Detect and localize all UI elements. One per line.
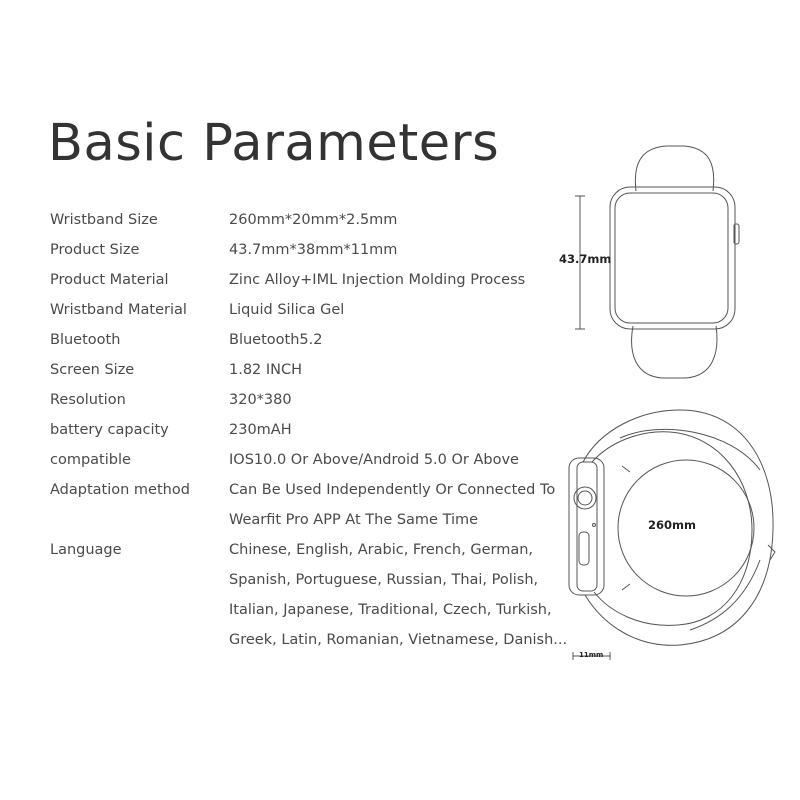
param-value-line: Zinc Alloy+IML Injection Molding Process <box>229 272 526 288</box>
bottom-strap <box>632 326 717 378</box>
param-value-line: Can Be Used Independently Or Connected To <box>229 482 556 498</box>
watch-side-case <box>569 458 604 595</box>
param-label: Product Material <box>50 272 169 288</box>
param-label: Adaptation method <box>50 482 190 498</box>
param-label: Resolution <box>50 392 126 408</box>
page-title: Basic Parameters <box>48 114 500 173</box>
param-value-line: Greek, Latin, Romanian, Vietnamese, Danish... <box>229 632 568 648</box>
watch-screen <box>615 193 728 323</box>
thickness-dimension-label: 11mm <box>579 651 604 659</box>
param-value-line: Liquid Silica Gel <box>229 302 345 318</box>
param-value-line: 230mAH <box>229 422 292 438</box>
watch-side-view <box>569 410 775 660</box>
param-value-line: Bluetooth5.2 <box>229 332 323 348</box>
param-value-line: Spanish, Portuguese, Russian, Thai, Polish, <box>229 572 539 588</box>
param-value-line: 320*380 <box>229 392 292 408</box>
param-value-line: 1.82 INCH <box>229 362 303 378</box>
param-label: Product Size <box>50 242 140 258</box>
param-value-line: Chinese, English, Arabic, French, German, <box>229 542 534 558</box>
watch-case <box>610 187 735 329</box>
param-label: Bluetooth <box>50 332 121 348</box>
param-value-line: IOS10.0 Or Above/Android 5.0 Or Above <box>229 452 519 468</box>
param-value-line: 43.7mm*38mm*11mm <box>229 242 398 258</box>
param-label: battery capacity <box>50 422 169 438</box>
band-length-label: 260mm <box>648 518 696 532</box>
top-strap <box>635 146 713 191</box>
param-value-line: Wearfit Pro APP At The Same Time <box>229 512 479 528</box>
param-label: compatible <box>50 452 131 468</box>
side-button <box>579 532 589 565</box>
height-dimension-label: 43.7mm <box>559 252 612 266</box>
param-label: Wristband Material <box>50 302 187 318</box>
param-label: Language <box>50 542 122 558</box>
param-label: Screen Size <box>50 362 135 378</box>
param-label: Wristband Size <box>50 212 158 228</box>
param-value-line: Italian, Japanese, Traditional, Czech, Turkish, <box>229 602 552 618</box>
param-value-line: 260mm*20mm*2.5mm <box>229 212 398 228</box>
